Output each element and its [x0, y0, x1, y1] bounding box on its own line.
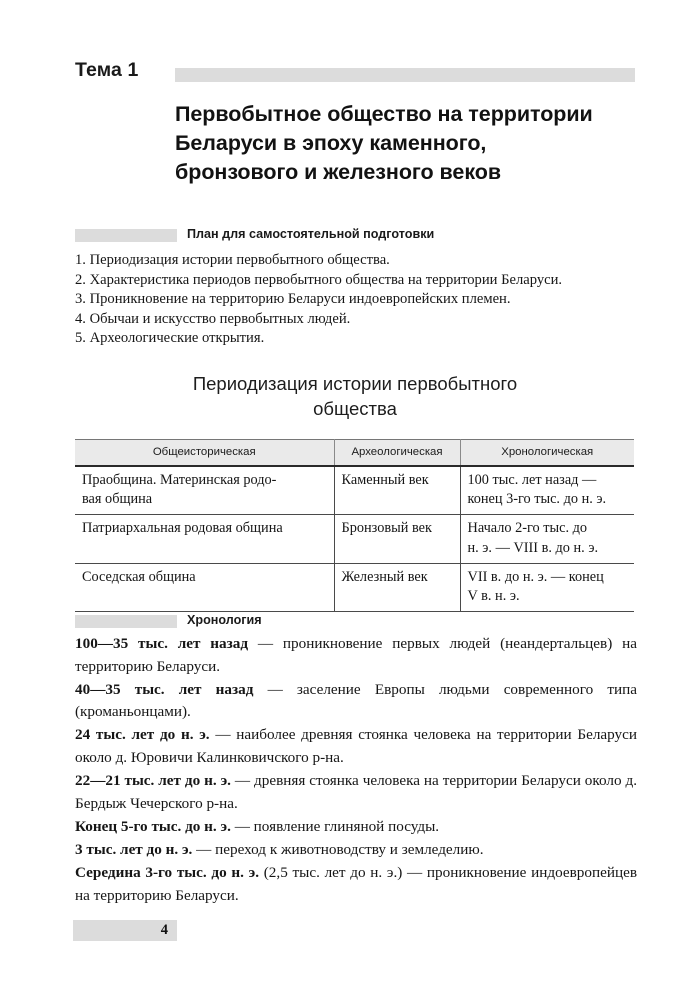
chronology-text: — заселение Европы людьми современного типа (кроманьонцами).: [75, 680, 637, 721]
cell-archaeological: [334, 563, 460, 611]
cell-chronological: [460, 515, 634, 563]
chronology-text: — переход к животноводству и земледелию.: [192, 840, 484, 858]
chronology-entry: [75, 770, 637, 815]
chronology-term: 22—21 тыс. лет до н. э.: [75, 772, 231, 790]
plan-item: 2. Характеристика периодов первобытного общества на территории Беларуси.: [75, 271, 563, 288]
page-title-line-2: Беларуси в эпоху каменного,: [175, 131, 487, 155]
cell-line: Каменный век: [341, 472, 429, 488]
page-title-line-1: Первобытное общество на территории: [175, 102, 593, 126]
chronology-heading: [75, 613, 635, 631]
chronology-entry: [75, 839, 637, 862]
table-heading-line-2: общества: [313, 397, 397, 419]
cell-general: [75, 466, 334, 515]
chronology-list: [75, 633, 637, 908]
chronology-term: 3 тыс. лет до н. э.: [75, 840, 193, 858]
chronology-entry: [75, 724, 637, 769]
chronology-text: (2,5 тыс. лет до н. э.) — проникновение индоевропейцев на территорию Беларуси.: [75, 863, 638, 904]
table-header-row: [75, 440, 634, 467]
cell-line: VII в. до н. э. — конец: [467, 568, 604, 585]
chronology-text: — древняя стоянка человека на территории Беларуси около д. Бердыж Чечерского р-на.: [75, 772, 637, 812]
table-row: [75, 515, 634, 563]
chronology-term: 100—35 тыс. лет назад: [75, 635, 249, 652]
periodization-table: [75, 439, 634, 612]
plan-item: 1. Периодизация истории первобытного общества.: [75, 252, 390, 268]
plan-list: [75, 251, 637, 349]
cell-line: V в. н. э.: [467, 588, 520, 605]
cell-line: н. э. — VIII в. до н. э.: [467, 539, 599, 556]
cell-line: Железный век: [341, 568, 428, 585]
plan-item: 5. Археологические открытия.: [75, 330, 265, 347]
cell-line: конец 3-го тыс. до н. э.: [467, 491, 607, 508]
cell-general: [75, 563, 334, 611]
cell-line: Начало 2-го тыс. до: [467, 520, 588, 537]
cell-line: Праобщина. Материнская родо-: [82, 472, 277, 488]
table-section-heading: [75, 372, 635, 421]
cell-archaeological: [334, 466, 460, 515]
table-row: [75, 563, 634, 611]
chronology-entry: [75, 679, 637, 724]
cell-line: Соседская община: [82, 568, 196, 585]
plan-heading-text: План для самостоятельной подготовки: [187, 227, 435, 241]
cell-line: 100 тыс. лет назад —: [467, 472, 597, 488]
chronology-text: — проникновение первых людей (неандертальцев) на территорию Беларуси.: [75, 635, 637, 675]
table-row: [75, 466, 634, 515]
plan-accent-bar: [75, 229, 177, 242]
chronology-entry: [75, 862, 637, 907]
chronology-term: 24 тыс. лет до н. э.: [75, 726, 210, 744]
column-header-archaeological: Археологическая: [334, 440, 460, 467]
plan-item: 3. Проникновение на территорию Беларуси индоевропейских племен.: [75, 291, 511, 308]
chronology-entry: [75, 816, 637, 839]
chronology-text: — появление глиняной посуды.: [230, 817, 440, 835]
chronology-accent-bar: [75, 615, 177, 628]
cell-archaeological: [334, 515, 460, 563]
cell-line: Бронзовый век: [341, 520, 432, 537]
column-header-chronological: Хронологическая: [460, 440, 634, 467]
page-number: 4: [160, 922, 168, 938]
plan-item: 4. Обычаи и искусство первобытных людей.: [75, 310, 351, 327]
chronology-term: Конец 5-го тыс. до н. э.: [75, 817, 231, 835]
theme-header: [75, 58, 635, 92]
column-header-general: Общеисторическая: [75, 440, 334, 467]
theme-accent-bar: [175, 68, 635, 82]
cell-general: [75, 515, 334, 563]
cell-line: Патриархальная родовая община: [82, 520, 283, 537]
page-title: [175, 100, 637, 187]
chronology-term: 40—35 тыс. лет назад: [75, 680, 254, 698]
chronology-text: — наиболее древняя стоянка человека на территории Беларуси около д. Юровичи Калинковичского р-на.: [75, 726, 637, 766]
cell-chronological: [460, 466, 634, 515]
cell-line: вая община: [82, 491, 153, 508]
cell-chronological: [460, 563, 634, 611]
page-title-line-3: бронзового и железного веков: [175, 160, 502, 184]
table-heading-line-1: Периодизация истории первобытного: [192, 373, 518, 394]
chronology-heading-text: Хронология: [187, 613, 262, 627]
theme-label: Тема 1: [75, 59, 139, 81]
plan-heading: [75, 227, 635, 245]
page-number-box: [73, 920, 177, 941]
chronology-entry: [75, 633, 637, 678]
chronology-term: Середина 3-го тыс. до н. э.: [75, 863, 260, 881]
